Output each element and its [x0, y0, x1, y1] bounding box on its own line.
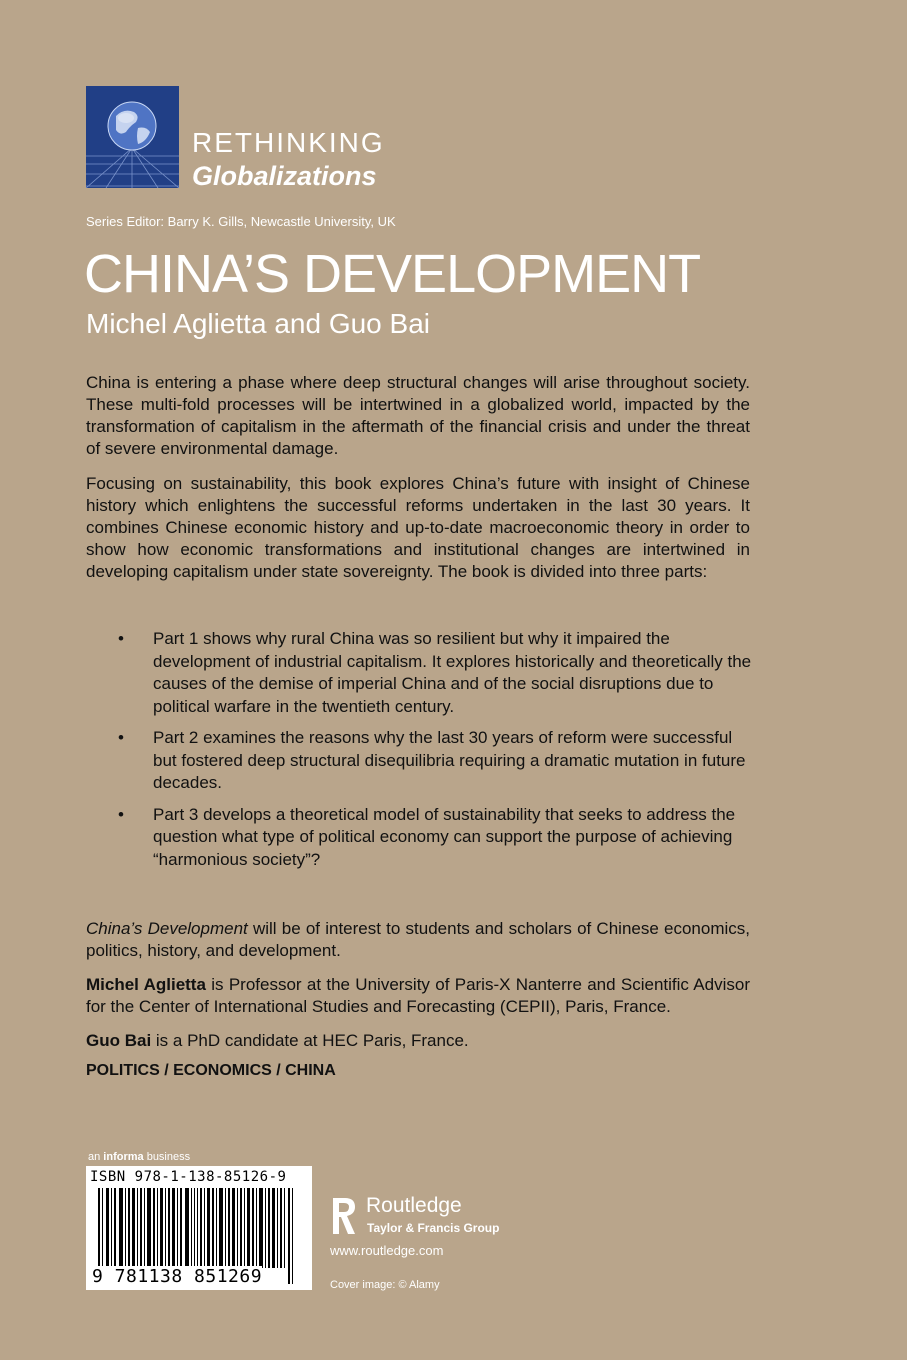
cover-credit: Cover image: © Alamy — [330, 1279, 440, 1291]
series-editor: Series Editor: Barry K. Gills, Newcastle University, UK — [86, 214, 396, 229]
informa-prefix: an — [88, 1151, 104, 1163]
author-2-text: is a PhD candidate at HEC Paris, France. — [151, 1031, 469, 1050]
series-name-line1: RETHINKING — [192, 127, 385, 158]
informa-brand: informa — [103, 1151, 144, 1163]
series-logo — [86, 86, 179, 188]
informa-suffix: business — [143, 1151, 191, 1163]
bullet-icon: • — [118, 804, 124, 824]
list-item — [118, 628, 758, 718]
series-name-line2: Globalizations — [192, 161, 377, 191]
publisher-name: Routledge — [366, 1194, 462, 1217]
author-2-name: Guo Bai — [86, 1031, 152, 1050]
list-item — [118, 804, 758, 872]
bullet-icon: • — [118, 728, 124, 747]
parts-list — [118, 628, 758, 880]
author-1-name: Michel Aglietta — [86, 975, 206, 994]
bullet-icon: • — [118, 629, 124, 648]
interest-book-title: China’s Development — [86, 919, 248, 938]
author-2-bio — [86, 1030, 750, 1052]
description-paragraph-2: Focusing on sustainability, this book explores China’s future with insight of Chinese history which enlightens the successful reforms undertaken in the last 30 years. It combines Chinese economic history and up-to-date macroeconomic theory in order to show how economic transformations and institutional changes are intertwined in developing capitalism under state sovereignty. The book is divided into three parts: — [86, 474, 750, 581]
isbn-text: ISBN 978-1-138-85126-9 — [90, 1169, 287, 1185]
publisher-url[interactable]: www.routledge.com — [330, 1243, 444, 1258]
routledge-logo-icon — [329, 1194, 359, 1238]
list-item — [118, 727, 758, 795]
ean-number: 9 781138 851269 — [92, 1266, 263, 1287]
description-paragraph-1: China is entering a phase where deep structural changes will arise throughout society. These multi-fold processes will be intertwined in a globalized world, impacted by the transformation of capitalism in the aftermath of the financial crisis and under the threat of severe environmental damage. — [86, 373, 750, 458]
part-2-text: Part 2 examines the reasons why the last 30 years of reform were successful but fostered deep structural disequilibria requiring a dramatic mutation in future decades. — [153, 728, 746, 792]
author-1-bio — [86, 974, 750, 1018]
informa-tagline — [88, 1151, 190, 1163]
part-1-text: Part 1 shows why rural China was so resilient but why it impaired the development of industrial capitalism. It explores historically and theoretically the causes of the demise of imperial China and of the social disruptions due to political warfare in the twentieth century. — [153, 629, 752, 716]
book-authors: Michel Aglietta and Guo Bai — [86, 308, 430, 339]
author-1-text: is Professor at the University of Paris-X Nanterre and Scientific Advisor for the Center of International Studies and Forecasting (CEPII), Paris, France. — [86, 975, 750, 1016]
globe-icon — [86, 86, 179, 188]
publisher-group: Taylor & Francis Group — [367, 1221, 500, 1235]
interest-text: will be of interest to students and scholars of Chinese economics, politics, history, and development. — [86, 919, 750, 960]
book-title: CHINA’S DEVELOPMENT — [84, 244, 701, 304]
interest-paragraph — [86, 918, 750, 962]
part-3-text: Part 3 develops a theoretical model of sustainability that seeks to address the question what type of political economy can support the purpose of achieving “harmonious society”? — [153, 804, 736, 869]
subject-categories: POLITICS / ECONOMICS / CHINA — [86, 1062, 336, 1079]
